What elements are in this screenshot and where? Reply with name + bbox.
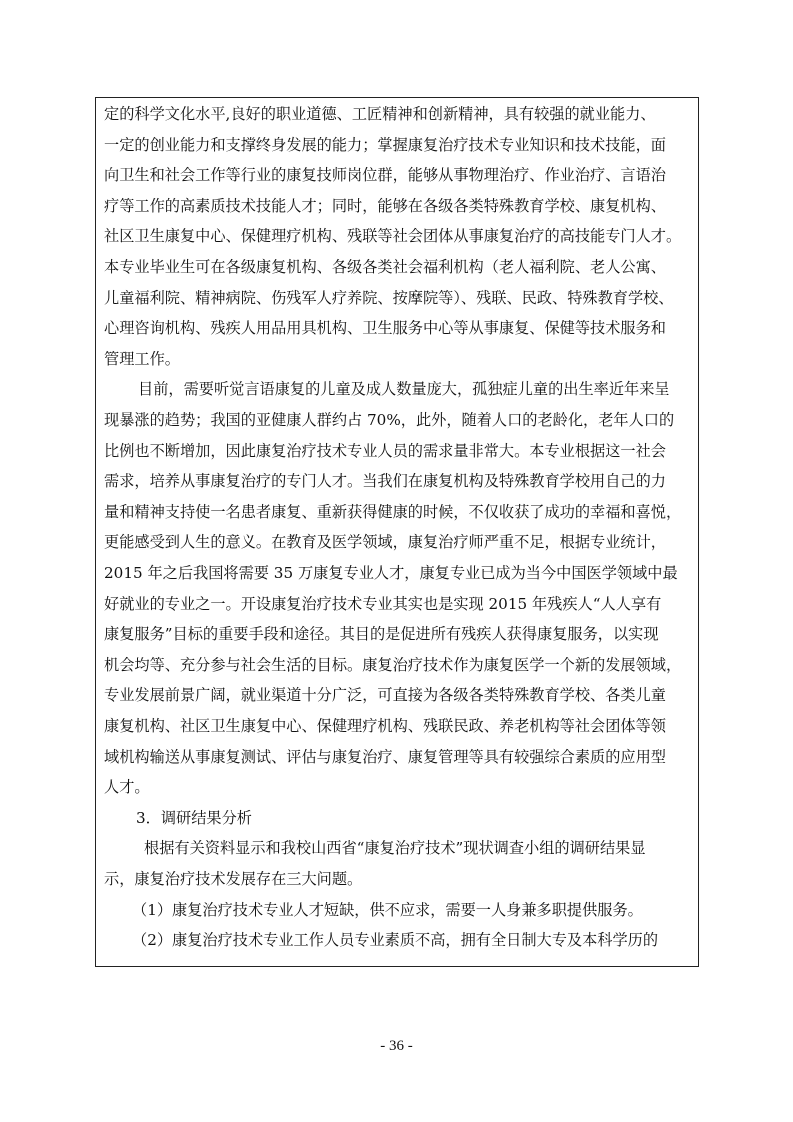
body-line: 比例也不断增加，因此康复治疗技术专业人员的需求量非常大。本专业根据这一社会	[104, 441, 666, 460]
body-line: 疗等工作的高素质技术技能人才；同时，能够在各级各类特殊教育学校、康复机构、	[104, 196, 666, 215]
body-line: 根据有关资料显示和我校山西省“康复治疗技术”现状调查小组的调研结果显	[144, 839, 646, 858]
body-line: 本专业毕业生可在各级康复机构、各级各类社会福利机构（老人福利院、老人公寓、	[104, 258, 666, 276]
body-line: 一定的创业能力和支撑终身发展的能力；掌握康复治疗技术专业知识和技术技能，面	[104, 135, 666, 154]
content-table-cell	[95, 97, 699, 967]
body-line: 康复服务”目标的重要手段和途径。其目的是促进所有残疾人获得康复服务，以实现	[104, 625, 659, 644]
body-line: 康复机构、社区卫生康复中心、保健理疗机构、残联民政、养老机构等社会团体等领	[104, 717, 666, 735]
body-line: 向卫生和社会工作等行业的康复技师岗位群，能够从事物理治疗、作业治疗、言语治	[104, 166, 666, 185]
body-line: 好就业的专业之一。开设康复治疗技术专业其实也是实现 2015 年残疾人“人人享有	[104, 594, 662, 613]
body-line: 管理工作。	[104, 349, 180, 368]
body-line: 儿童福利院、精神病院、伤残军人疗养院、按摩院等）、残联、民政、特殊教育学校、	[104, 288, 674, 307]
body-line: （1）康复治疗技术专业人才短缺，供不应求，需要一人身兼多职提供服务。	[132, 900, 643, 919]
body-line: 目前，需要听觉言语康复的儿童及成人数量庞大，孤独症儿童的出生率近年来呈	[138, 380, 670, 399]
body-line: 定的科学文化水平,良好的职业道德、工匠精神和创新精神，具有较强的就业能力、	[104, 105, 656, 123]
body-line: 域机构输送从事康复测试、评估与康复治疗、康复管理等具有较强综合素质的应用型	[104, 747, 666, 766]
body-line: 社区卫生康复中心、保健理疗机构、残联等社会团体从事康复治疗的高技能专门人才。	[104, 227, 682, 246]
body-line: 现暴涨的趋势；我国的亚健康人群约占 70%，此外，随着人口的老龄化，老年人口的	[104, 411, 675, 429]
body-line: 量和精神支持使一名患者康复、重新获得健康的时候，不仅收获了成功的幸福和喜悦，	[104, 502, 682, 521]
page-number: - 36 -	[380, 1038, 413, 1054]
body-line: 心理咨询机构、残疾人用品用具机构、卫生服务中心等从事康复、保健等技术服务和	[104, 319, 666, 338]
body-line: 机会均等、充分参与社会生活的目标。康复治疗技术作为康复医学一个新的发展领域，	[104, 655, 682, 674]
body-line: 更能感受到人生的意义。在教育及医学领域，康复治疗师严重不足，根据专业统计，	[104, 533, 666, 552]
section-heading: 3．调研结果分析	[136, 808, 252, 827]
body-line: （2）康复治疗技术专业工作人员专业素质不高，拥有全日制大专及本科学历的	[132, 931, 659, 950]
body-line: 示，康复治疗技术发展存在三大问题。	[104, 870, 363, 888]
body-line: 2015 年之后我国将需要 35 万康复专业人才，康复专业已成为当今中国医学领域中最	[104, 564, 678, 582]
body-line: 需求，培养从事康复治疗的专门人才。当我们在康复机构及特殊教育学校用自己的力	[104, 472, 666, 491]
body-line: 人才。	[104, 778, 150, 797]
body-line: 专业发展前景广阔，就业渠道十分广泛，可直接为各级各类特殊教育学校、各类儿童	[104, 686, 666, 705]
